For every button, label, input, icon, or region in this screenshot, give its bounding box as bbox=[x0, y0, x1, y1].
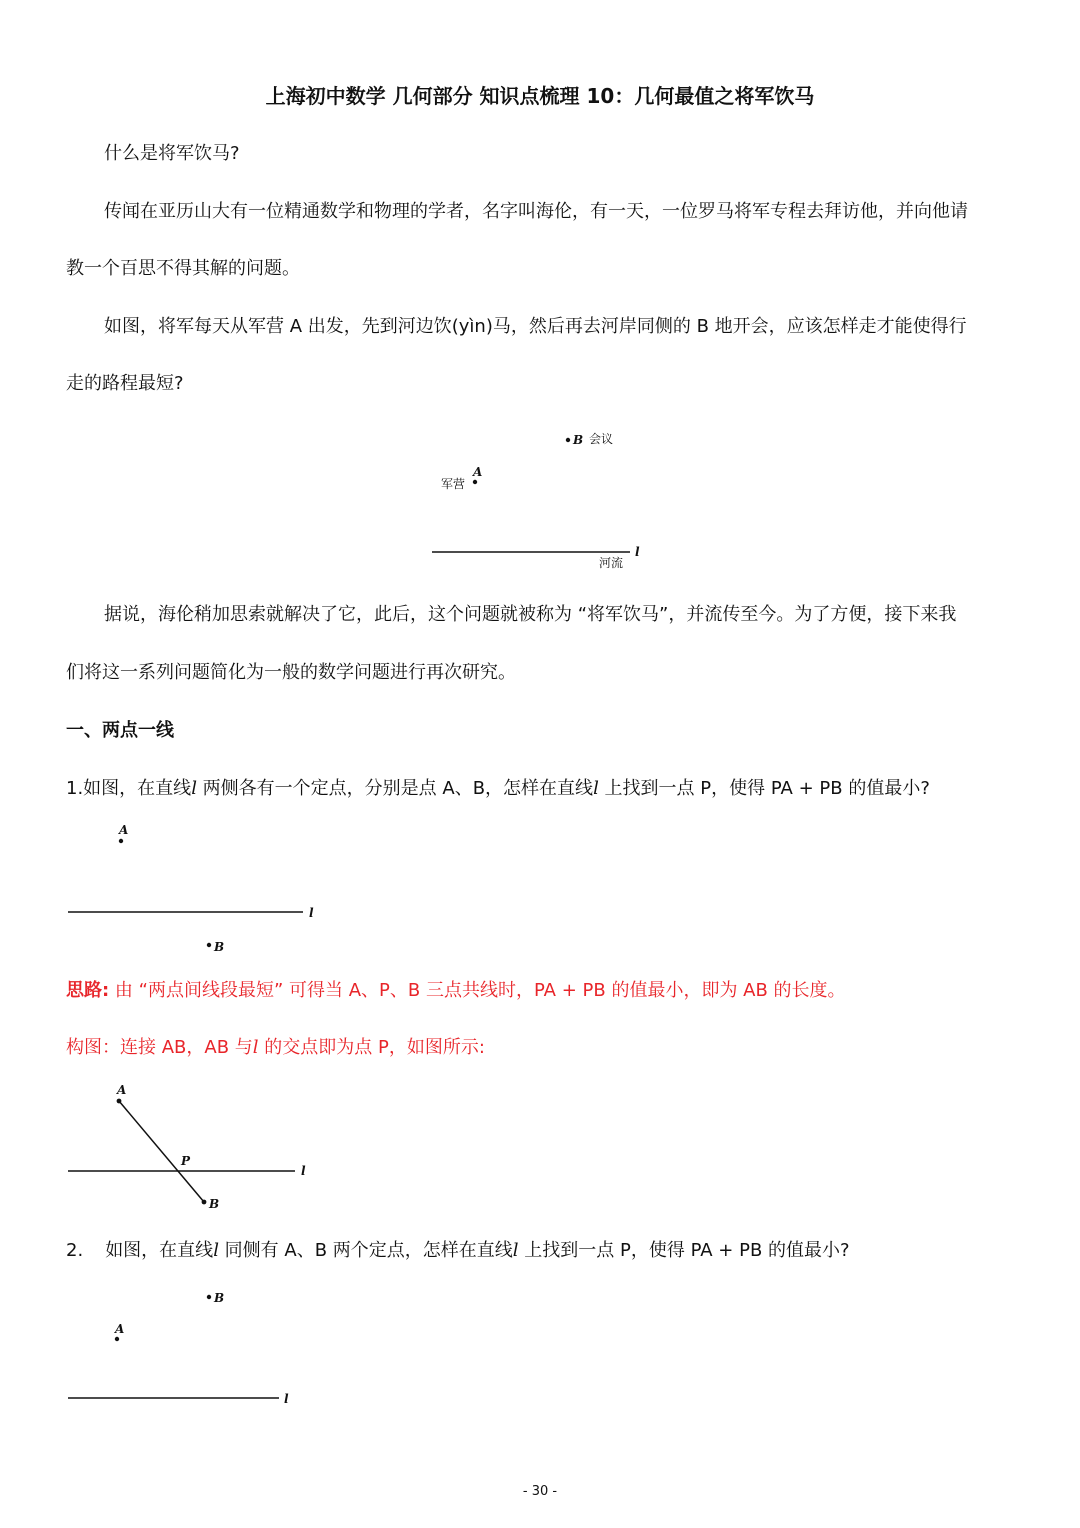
intro-para1-line1: 传闻在亚历山大有一位精通数学和物理的学者，名字叫海伦，有一天，一位罗马将军专程去拜访他，并向他请 bbox=[104, 201, 968, 222]
label-l: l bbox=[284, 1392, 289, 1406]
idea-label: 思路: bbox=[66, 980, 110, 1001]
line-l-symbol: l bbox=[252, 1037, 259, 1058]
question-2-post: 上找到一点 P，使得 PA + PB 的值最小? bbox=[518, 1240, 850, 1261]
label-B: B bbox=[214, 1291, 225, 1305]
text-camp: 军营 bbox=[441, 477, 466, 491]
intro-question: 什么是将军饮马? bbox=[104, 143, 240, 164]
page-number: - 30 - bbox=[522, 1484, 558, 1499]
line-l-symbol: l bbox=[213, 1240, 219, 1261]
idea-text: 由 “两点间线段最短” 可得当 A、P、B 三点共线时，PA + PB 的值最小，即为 AB 的长度。 bbox=[109, 980, 846, 1001]
question-2-pre: 如图，在直线 bbox=[105, 1240, 214, 1261]
point-B bbox=[207, 1295, 211, 1299]
question-1-pre: 1.如图，在直线 bbox=[66, 778, 192, 799]
line-l-symbol: l bbox=[512, 1240, 519, 1261]
point-A bbox=[115, 1337, 119, 1341]
label-l: l bbox=[301, 1164, 306, 1178]
intro-para2-line2: 走的路程最短? bbox=[66, 373, 184, 394]
text-meeting: 会议 bbox=[589, 432, 614, 446]
construction-post: 的交点即为点 P，如图所示: bbox=[258, 1037, 485, 1058]
label-P: P bbox=[181, 1154, 191, 1168]
line-l-symbol: l bbox=[191, 778, 197, 799]
question-2-mid: 同侧有 A、B 两个定点，怎样在直线 bbox=[218, 1240, 513, 1261]
intro-para3-line2: 们将这一系列问题简化为一般的数学问题进行再次研究。 bbox=[66, 662, 516, 683]
label-B: B bbox=[209, 1197, 220, 1211]
construction-pre: 构图：连接 AB，AB 与 bbox=[66, 1037, 253, 1058]
label-A: A bbox=[117, 1083, 127, 1097]
question-2-number: 2. bbox=[66, 1240, 84, 1261]
question-1-mid: 两侧各有一个定点，分别是点 A、B，怎样在直线 bbox=[196, 778, 594, 799]
intro-para1-line2: 教一个百思不得其解的问题。 bbox=[66, 258, 300, 279]
text-river: 河流 bbox=[599, 556, 624, 570]
label-l: l bbox=[309, 906, 314, 920]
label-A: A bbox=[119, 823, 129, 837]
label-l: l bbox=[635, 545, 640, 559]
label-B: B bbox=[573, 433, 584, 447]
label-B: B bbox=[214, 940, 225, 954]
label-A: A bbox=[115, 1322, 125, 1336]
line-l-symbol: l bbox=[593, 778, 599, 799]
section-heading: 一、两点一线 bbox=[66, 720, 174, 741]
label-A: A bbox=[473, 465, 483, 479]
intro-para2-line1: 如图，将军每天从军营 A 出发，先到河边饮(yìn)马，然后再去河岸同侧的 B 地开会，应该怎样走才能使得行 bbox=[104, 316, 967, 337]
intro-para3-line1: 据说，海伦稍加思索就解决了它，此后，这个问题就被称为 “将军饮马”，并流传至今。为了方便，接下来我 bbox=[104, 604, 957, 625]
question-1-post: 上找到一点 P，使得 PA + PB 的值最小? bbox=[598, 778, 930, 799]
page-title: 上海初中数学 几何部分 知识点梳理 10：几何最值之将军饮马 bbox=[265, 84, 815, 108]
